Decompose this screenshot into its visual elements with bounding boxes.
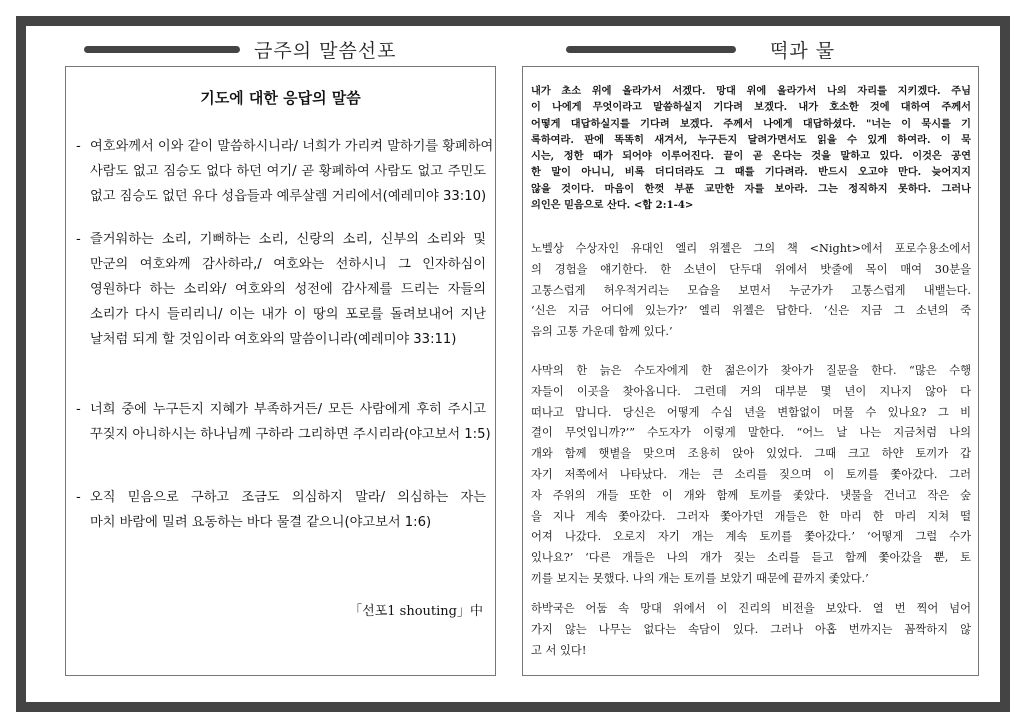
text-line: 여호와께서 이와 같이 말씀하시니라/ 너희가 가리켜 말하기를 황폐하여	[90, 139, 494, 154]
text-line: 너희 중에 누구든지 지혜가 부족하거든/ 모든 사람에게 후히 주시고	[90, 402, 486, 417]
sermon-verses-box	[65, 66, 496, 676]
text-line: 고통스럽게 허우적거리는 모습을 보면서 누군가가 고통스럽게 내뱉는다.	[531, 283, 971, 297]
text-line: 없고 짐승도 없던 유다 성읍들과 예루살렘 거리에서(예레미야 33:10)	[90, 189, 487, 204]
sermon-title: 기도에 대한 응답의 말씀	[200, 89, 361, 107]
meditation-paragraph	[531, 599, 971, 661]
verse-paragraph	[76, 134, 494, 209]
text-line: 의 경험을 얘기한다. 한 소년이 단두대 위에서 밧줄에 목이 매여 30분을	[531, 262, 971, 276]
meditation-paragraph	[531, 239, 971, 343]
text-line: 날처럼 되게 할 것임이라 여호와의 말씀이니라(예레미야 33:11)	[90, 332, 457, 347]
bullet-dash: -	[76, 402, 81, 417]
sermon-source: 「선포1 shouting」中	[349, 604, 483, 619]
text-line: 사람도 없고 짐승도 없다 하던 여기/ 곧 황폐하여 사람도 없고 주민도	[90, 164, 486, 179]
text-line: 만군의 여호와께 감사하라,/ 여호와는 선하시니 그 인자하심이	[90, 257, 486, 272]
text-line: 하박국은 어둠 속 망대 위에서 이 진리의 비전을 보았다. 열 번 찍어 넘어	[531, 602, 971, 615]
verse-paragraph	[76, 227, 486, 352]
text-line: 떠나고 맙니다. 당신은 어떻게 수십 년을 변함없이 머물 수 있나요? 그 비	[531, 405, 971, 419]
text-line: 자기 저쪽에서 나타났다. 개는 큰 소리를 짖으며 이 토끼를 쫓아갔다. 그러	[531, 467, 971, 481]
left-section-title: 금주의 말씀선포	[254, 39, 397, 62]
text-line: 어져 나갔다. 오로지 자기 개는 계속 토끼를 쫓아갔다.’ ‘어떻게 그럴 수가	[531, 530, 971, 544]
right-section-header	[566, 34, 835, 64]
left-section-header	[84, 34, 397, 64]
header-bar-decoration	[84, 46, 240, 53]
text-line: 자들이 이곳을 찾아옵니다. 그런데 거의 대부분 몇 년이 지나지 않아 다	[531, 384, 971, 398]
text-line: 끼를 보지는 못했다. 나의 개는 토끼를 보았기 때문에 끝까지 좇았다.’	[531, 571, 869, 585]
text-line: 마치 바람에 밀려 요동하는 바다 물결 같으니(야고보서 1:6)	[90, 515, 432, 530]
text-line: 않을 것이다. 마음이 한껏 부푼 교만한 자를 보아라. 그는 정직하지 못하다. 그러나	[531, 182, 971, 195]
meditation-paragraph	[531, 361, 971, 590]
text-line: 자 주위의 개들 또한 이 개와 함께 토끼를 좇았다. 냇물을 건너고 작은 숲	[531, 488, 971, 502]
meditation-text-box	[522, 66, 979, 676]
text-line: 을 지나 계속 쫓아갔다. 그러자 쫓아가던 개들은 한 마리 한 마리 지쳐 떨	[531, 509, 971, 523]
text-line: 이 나에게 무엇이라고 말씀하실지 기다려 보겠다. 내가 호소한 것에 대하여 주께서	[531, 101, 971, 114]
text-line: ‘신은 지금 어디에 있는가?’ 엘리 위젤은 답한다. ‘신은 지금 그 소년의 죽	[531, 304, 971, 318]
text-line: 노벨상 수상자인 유대인 엘리 위젤은 그의 책 <Night>에서 포로수용소에서	[531, 242, 971, 255]
bullet-dash: -	[76, 490, 81, 505]
text-line: 꾸짖지 아니하시는 하나님께 구하라 그리하면 주시리라(야고보서 1:5)	[90, 427, 491, 442]
header-bar-decoration	[566, 46, 736, 53]
verse-paragraph	[76, 485, 486, 535]
text-line: 한 말이 아니니, 비록 더디더라도 그 때를 기다려라. 반드시 오고야 만다. 늦어지지	[531, 166, 971, 179]
verse-paragraph	[76, 397, 491, 447]
text-line: 오직 믿음으로 구하고 조금도 의심하지 말라/ 의심하는 자는	[90, 490, 486, 505]
text-line: 소리가 다시 들리리니/ 이는 내가 이 땅의 포로를 돌려보내어 지난	[90, 307, 486, 322]
text-line: 시는, 정한 때가 되어야 이루어진다. 끝이 곧 온다는 것을 말하고 있다. 이것은 공연	[531, 150, 971, 163]
bullet-dash: -	[76, 139, 81, 154]
meditation-paragraph	[531, 83, 971, 213]
right-section-title: 떡과 물	[770, 39, 836, 62]
text-line: 사막의 한 늙은 수도자에게 한 젊은이가 찾아가 질문을 한다. “많은 수행	[531, 364, 971, 377]
text-line: 의인은 믿음으로 산다. <합 2:1-4>	[531, 199, 694, 212]
text-line: 음의 고통 가운데 함께 있다.’	[531, 325, 673, 339]
text-line: 영원하다 하는 소리와/ 여호와의 성전에 감사제를 드리는 자들의	[90, 282, 486, 297]
text-line: 내가 초소 위에 올라가서 서겠다. 망대 위에 올라가서 나의 자리를 지키겠다. 주님	[531, 85, 971, 97]
text-line: 고 서 있다!	[531, 643, 587, 657]
bullet-dash: -	[76, 232, 81, 247]
text-line: 가지 않는 나무는 없다는 속담이 있다. 그러나 아홉 번까지는 꼼짝하지 않	[531, 622, 971, 636]
text-line: 결이 무엇입니까?’” 수도자가 이렇게 말한다. “어느 날 나는 지금처럼 나의	[531, 426, 971, 440]
text-line: 즐거워하는 소리, 기뻐하는 소리, 신랑의 소리, 신부의 소리와 및	[90, 232, 486, 247]
text-line: 록하여라. 판에 똑똑히 새겨서, 누구든지 달려가면서도 읽을 수 있게 하여라. 이 묵	[531, 133, 971, 146]
text-line: 있나요?’ ‘다른 개들은 나의 개가 짖는 소리를 듣고 함께 쫓아갔을 뿐, 토	[531, 551, 971, 565]
text-line: 어떻게 대답하실지를 기다려 보겠다. 주께서 나에게 대답하셨다. "너는 이 묵시를 기	[531, 117, 971, 130]
text-line: 개와 함께 햇볕을 맞으며 조용히 앉아 있었다. 그때 크고 하얀 토끼가 갑	[531, 447, 971, 461]
